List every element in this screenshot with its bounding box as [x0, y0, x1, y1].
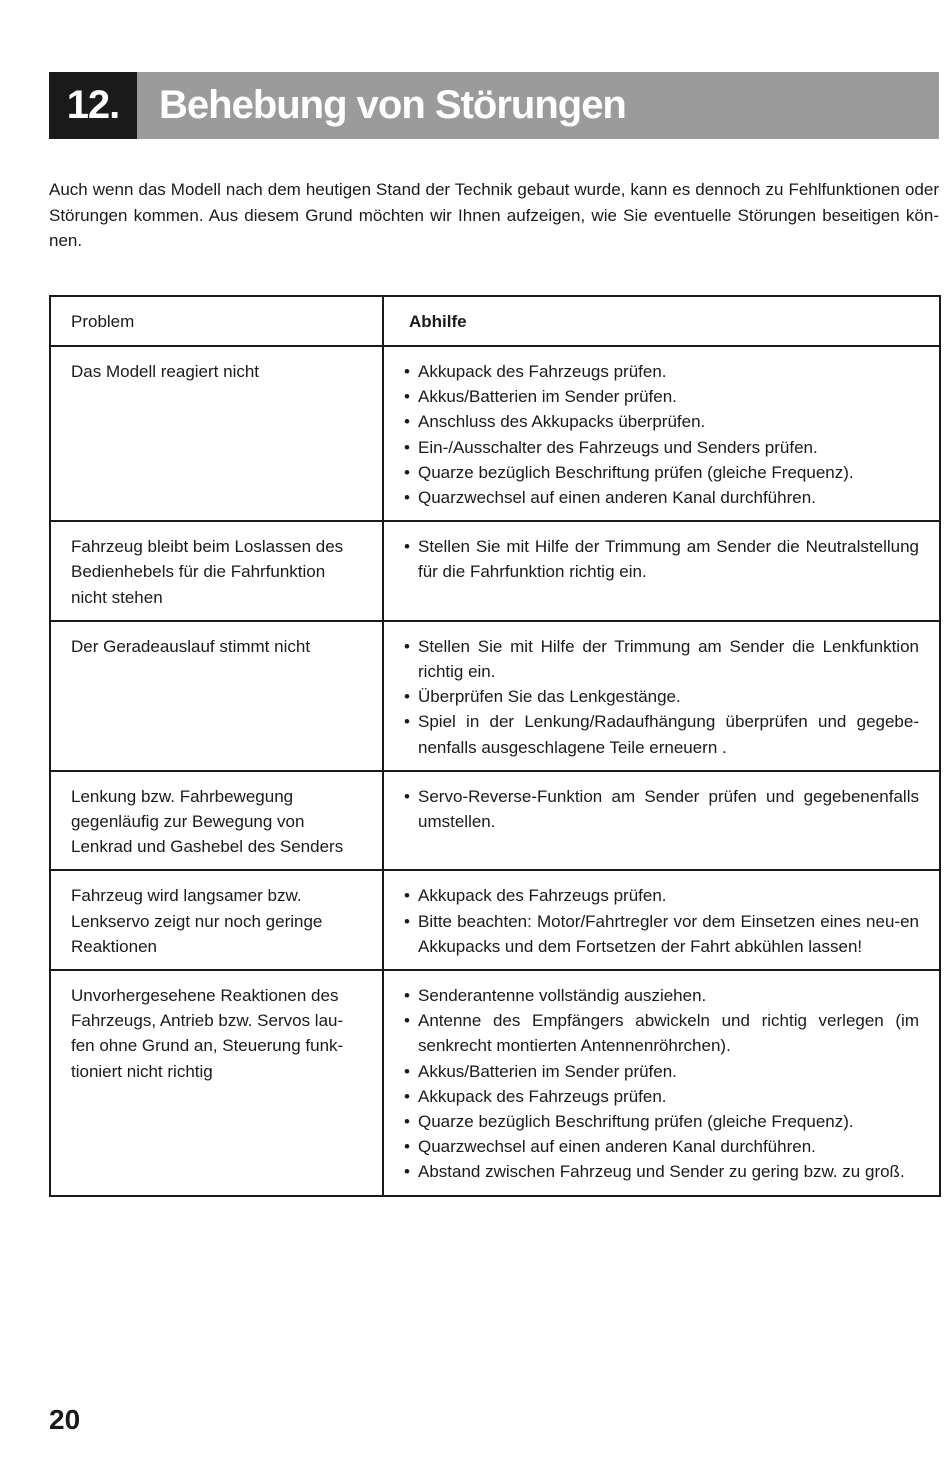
remedy-list: [404, 784, 919, 834]
remedy-item: • Stellen Sie mit Hilfe der Trimmung am Sender die Lenkfunktion richtig ein.: [404, 634, 919, 684]
table-row: [50, 771, 940, 871]
remedy-item: • Akkupack des Fahrzeugs prüfen.: [404, 1084, 919, 1109]
table-row: [50, 970, 940, 1196]
remedy-item: • Akkupack des Fahrzeugs prüfen.: [404, 359, 919, 384]
remedy-item: • Akkupack des Fahrzeugs prüfen.: [404, 883, 919, 908]
remedy-list: [404, 359, 919, 510]
remedy-cell: [383, 621, 940, 771]
table-row: [50, 870, 940, 970]
section-number: 12.: [49, 72, 137, 139]
remedy-item: • Spiel in der Lenkung/Radaufhängung überprüfen und gegebe-nenfalls ausgeschlagene Teile erneuern .: [404, 709, 919, 759]
column-header-problem: Problem: [50, 296, 383, 346]
troubleshooting-table: [49, 295, 941, 1197]
problem-cell: Lenkung bzw. Fahrbewegung gegenläufig zur Bewegung von Lenkrad und Gashebel des Senders: [50, 771, 383, 871]
table-row: [50, 521, 940, 621]
remedy-list: [404, 983, 919, 1185]
remedy-item: • Senderantenne vollständig ausziehen.: [404, 983, 919, 1008]
remedy-item: • Anschluss des Akkupacks überprüfen.: [404, 409, 919, 434]
problem-cell: Fahrzeug wird langsamer bzw. Lenkservo zeigt nur noch geringe Reaktionen: [50, 870, 383, 970]
remedy-item: • Bitte beachten: Motor/Fahrtregler vor dem Einsetzen eines neu-en Akkupacks und dem Fortsetzen der Fahrt abkühlen lassen!: [404, 909, 919, 959]
remedy-cell: [383, 970, 940, 1196]
remedy-item: • Quarzwechsel auf einen anderen Kanal durchführen.: [404, 1134, 919, 1159]
problem-cell: Unvorhergesehene Reaktionen des Fahrzeugs, Antrieb bzw. Servos lau-fen ohne Grund an, Steuerung funk-tioniert nicht richtig: [50, 970, 383, 1196]
remedy-item: • Akkus/Batterien im Sender prüfen.: [404, 384, 919, 409]
intro-paragraph: Auch wenn das Modell nach dem heutigen Stand der Technik gebaut wurde, kann es dennoch zu Fehlfunktionen oder Störungen kommen. Aus diesem Grund möchten wir Ihnen aufzeigen, wie Sie eventuelle Störungen beseitigen kön-nen.: [49, 180, 939, 250]
section-header: [49, 72, 939, 139]
problem-cell: Fahrzeug bleibt beim Loslassen des Bedienhebels für die Fahrfunktion nicht stehen: [50, 521, 383, 621]
remedy-item: • Quarze bezüglich Beschriftung prüfen (gleiche Frequenz).: [404, 460, 919, 485]
table-row: [50, 346, 940, 521]
section-title: Behebung von Störungen: [137, 72, 939, 139]
problem-cell: Das Modell reagiert nicht: [50, 346, 383, 521]
remedy-cell: [383, 521, 940, 621]
remedy-item: • Stellen Sie mit Hilfe der Trimmung am Sender die Neutralstellung für die Fahrfunktion richtig ein.: [404, 534, 919, 584]
remedy-list: [404, 634, 919, 760]
remedy-list: [404, 534, 919, 584]
remedy-item: • Abstand zwischen Fahrzeug und Sender zu gering bzw. zu groß.: [404, 1159, 919, 1184]
remedy-item: • Servo-Reverse-Funktion am Sender prüfen und gegebenenfalls umstellen.: [404, 784, 919, 834]
remedy-list: [404, 883, 919, 959]
remedy-item: • Antenne des Empfängers abwickeln und richtig verlegen (im senkrecht montierten Antennenröhrchen).: [404, 1008, 919, 1058]
page-number: 20: [49, 1404, 81, 1435]
remedy-item: • Quarzwechsel auf einen anderen Kanal durchführen.: [404, 485, 919, 510]
remedy-item: • Quarze bezüglich Beschriftung prüfen (gleiche Frequenz).: [404, 1109, 919, 1134]
remedy-cell: [383, 870, 940, 970]
table-header-row: [50, 296, 940, 346]
table-row: [50, 621, 940, 771]
column-header-remedy: Abhilfe: [383, 296, 940, 346]
table-body: [50, 346, 940, 1196]
remedy-item: • Ein-/Ausschalter des Fahrzeugs und Senders prüfen.: [404, 435, 919, 460]
remedy-cell: [383, 346, 940, 521]
problem-cell: Der Geradeauslauf stimmt nicht: [50, 621, 383, 771]
remedy-item: • Akkus/Batterien im Sender prüfen.: [404, 1059, 919, 1084]
remedy-cell: [383, 771, 940, 871]
remedy-item: • Überprüfen Sie das Lenkgestänge.: [404, 684, 919, 709]
